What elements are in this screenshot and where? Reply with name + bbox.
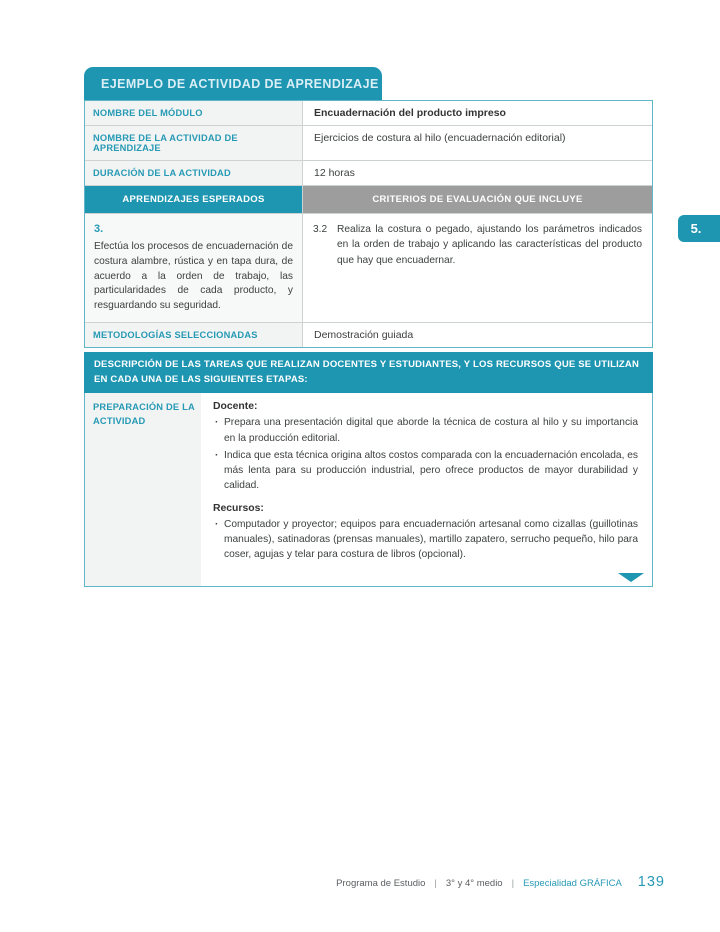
page-number: 139 — [637, 874, 665, 890]
learning-content-row — [85, 214, 652, 323]
activity-document — [84, 67, 653, 587]
chapter-side-tab — [678, 215, 720, 242]
expected-learning-header: APRENDIZAJES ESPERADOS — [85, 186, 303, 213]
chapter-number: 5. — [690, 221, 702, 236]
column-header-row — [85, 186, 652, 214]
preparation-stage-label: PREPARACIÓN DE LA ACTIVIDAD — [85, 393, 201, 585]
module-name-value: Encuadernación del producto impreso — [314, 107, 506, 119]
duration-label: DURACIÓN DE LA ACTIVIDAD — [85, 161, 303, 185]
methodology-label: METODOLOGÍAS SELECCIONADAS — [85, 323, 303, 347]
table-row — [85, 161, 652, 186]
description-banner: DESCRIPCIÓN DE LAS TAREAS QUE REALIZAN DOCENTES Y ESTUDIANTES, Y LOS RECURSOS QUE SE UTILIZAN EN CADA UNA DE LAS SIGUIENTES ETAPAS: — [84, 352, 653, 393]
recursos-heading: Recursos: — [213, 502, 264, 514]
page-footer — [336, 874, 665, 890]
activity-header-tab — [84, 67, 382, 100]
footer-program: Programa de Estudio — [336, 878, 426, 889]
activity-name-value: Ejercicios de costura al hilo (encuadernación editorial) — [314, 132, 566, 144]
expected-learning-text: Efectúa los procesos de encuadernación de costura alambre, rústica y en tapa dura, de acuerdo a la orden de trabajo, las particularidades de cada producto, y resguardando su seguridad. — [94, 240, 293, 312]
docente-heading: Docente: — [213, 401, 258, 413]
duration-value: 12 horas — [314, 167, 355, 179]
activity-table — [84, 100, 653, 348]
list-item: · Computador y proyector; equipos para encuadernación artesanal como cizallas (guillotinas manuales), satinadoras (prensas manuales), martillo zapatero, serrucho pequeño, hilo para coser, agujas y telar para costura de libros (opcional). — [213, 517, 638, 563]
continues-below-arrow-icon — [618, 573, 644, 582]
module-name-label: NOMBRE DEL MÓDULO — [85, 101, 303, 125]
activity-header-title: EJEMPLO DE ACTIVIDAD DE APRENDIZAJE — [101, 76, 379, 91]
list-item: · Prepara una presentación digital que aborde la técnica de costura al hilo y su importancia en la producción editorial. — [213, 415, 638, 446]
preparation-content — [201, 393, 652, 585]
footer-separator: | — [434, 878, 437, 889]
docente-bullet-list — [213, 415, 638, 493]
list-item: · Indica que esta técnica origina altos costos comparada con la encuadernación encolada, es más lenta para su producción industrial, pero ofrece productos de mayor durabilidad y calidad. — [213, 448, 638, 494]
expected-learning-cell — [85, 214, 303, 322]
footer-grade: 3° y 4° medio — [445, 878, 503, 889]
footer-separator: | — [511, 878, 515, 889]
preparation-section — [84, 393, 653, 586]
evaluation-criteria-cell — [303, 214, 652, 322]
recursos-bullet-list — [213, 517, 638, 563]
activity-name-label: NOMBRE DE LA ACTIVIDAD DE APRENDIZAJE — [85, 126, 303, 160]
criteria-text: Realiza la costura o pegado, ajustando los parámetros indicados en la orden de trabajo y aplicando las características del producto que hay que encuadernar. — [337, 224, 642, 266]
methodology-value: Demostración guiada — [314, 328, 414, 341]
table-row — [85, 101, 652, 126]
expected-learning-number: 3. — [94, 223, 104, 235]
table-row — [85, 126, 652, 161]
table-row — [85, 323, 652, 347]
criteria-number: 3.2 — [313, 224, 328, 235]
footer-specialty: Especialidad GRÁFICA — [523, 878, 622, 889]
evaluation-criteria-header: CRITERIOS DE EVALUACIÓN QUE INCLUYE — [303, 186, 652, 213]
